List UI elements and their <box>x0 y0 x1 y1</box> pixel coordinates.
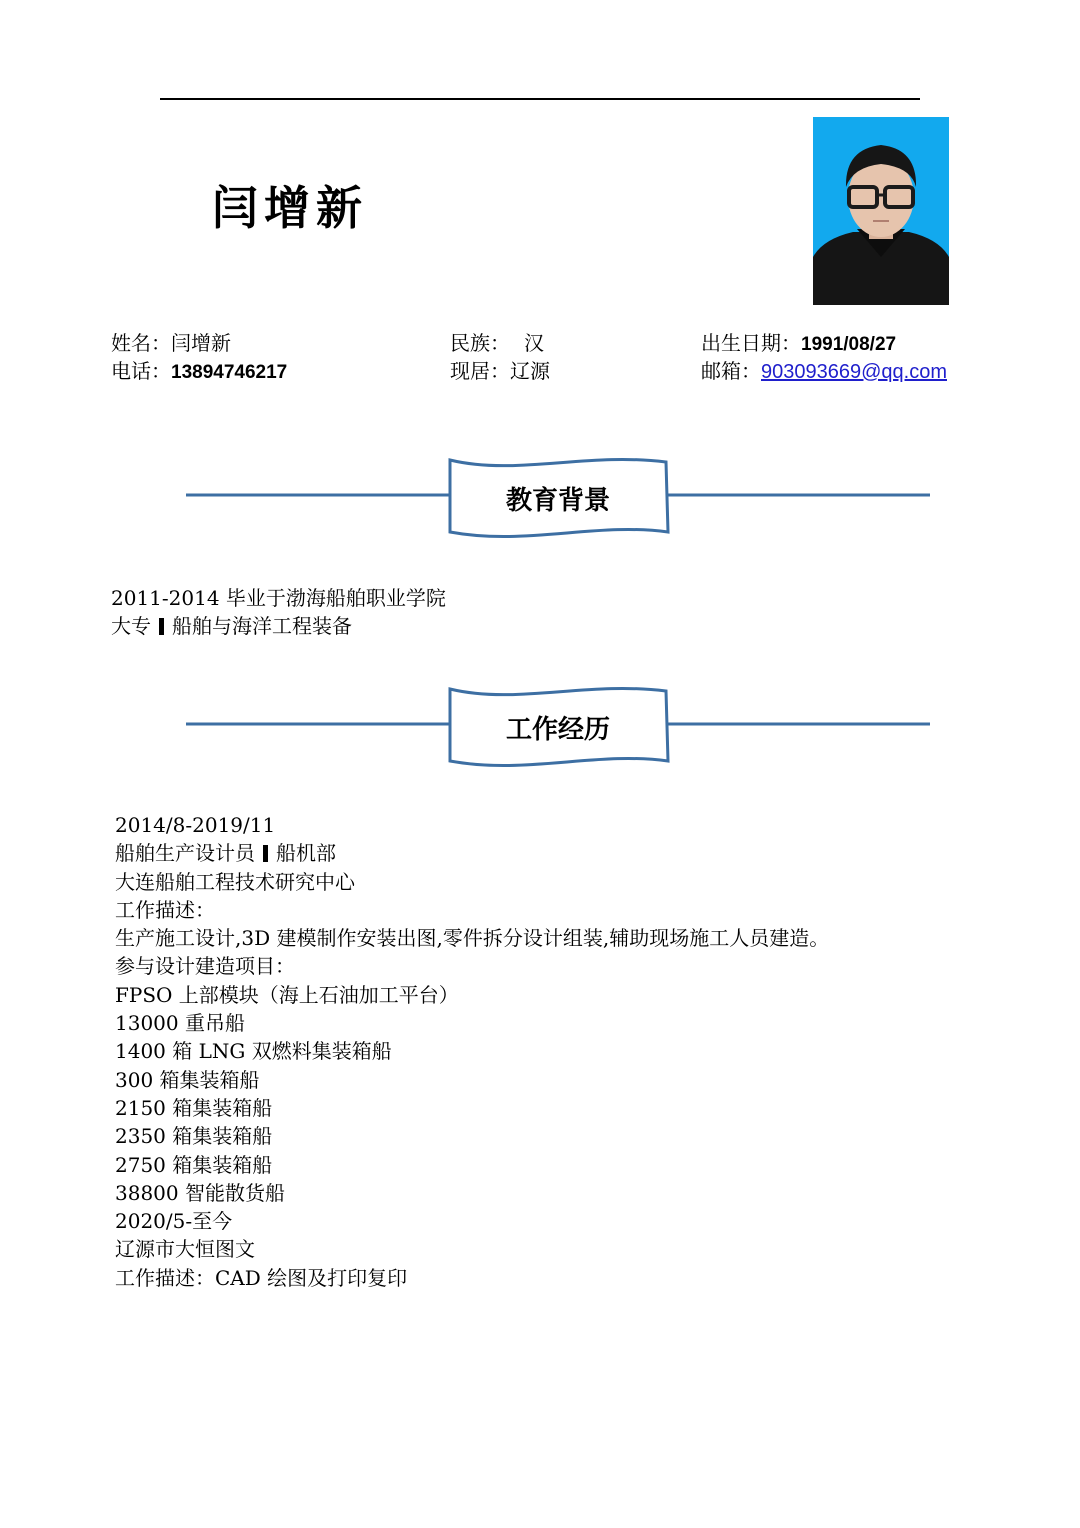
work-heading: 工作经历 <box>505 715 610 745</box>
company-2: 辽源市大恒图文 <box>115 1237 255 1262</box>
info-residence <box>450 357 550 385</box>
project-item: 13000 重吊船 <box>115 1011 245 1036</box>
profile-photo <box>813 117 949 305</box>
desc-1: 生产施工设计,3D 建模制作安装出图,零件拆分设计组装,辅助现场施工人员建造。 <box>115 926 830 951</box>
work-period-1: 2014/8-2019/11 <box>115 813 276 837</box>
company-1: 大连船舶工程技术研究中心 <box>115 869 355 894</box>
separator-bar <box>159 618 164 635</box>
info-name <box>111 329 231 357</box>
education-section-header <box>186 454 930 544</box>
name-title: 闫增新 <box>212 181 368 235</box>
email-label: 邮箱： <box>701 359 761 383</box>
degree: 大专 <box>111 614 151 639</box>
residence-value: 辽源 <box>510 359 550 383</box>
name-label: 姓名： <box>111 331 171 355</box>
work-body <box>115 811 829 1292</box>
project-item: 300 箱集装箱船 <box>115 1067 260 1092</box>
separator-bar <box>263 845 268 862</box>
email-link[interactable]: 903093669@qq.com <box>761 361 947 383</box>
info-ethnicity <box>450 329 544 357</box>
education-line: 2011-2014 毕业于渤海船舶职业学院 <box>111 586 446 610</box>
info-email <box>701 357 947 386</box>
job-title: 船舶生产设计员 <box>115 841 255 866</box>
education-degree-line <box>111 612 446 640</box>
education-heading: 教育背景 <box>505 486 610 516</box>
work-period-2: 2020/5-至今 <box>115 1209 233 1234</box>
project-item: 2350 箱集装箱船 <box>115 1124 273 1149</box>
desc-label: 工作描述： <box>115 897 215 922</box>
project-item: FPSO 上部模块（海上石油加工平台） <box>115 982 459 1007</box>
department: 船机部 <box>276 841 336 866</box>
ethnicity-label: 民族： <box>450 331 510 355</box>
project-item: 1400 箱 LNG 双燃料集装箱船 <box>115 1039 392 1064</box>
phone-label: 电话： <box>111 359 171 383</box>
birth-value: 1991/08/27 <box>801 334 897 355</box>
info-birth <box>701 329 896 359</box>
desc-2: 工作描述：CAD 绘图及打印复印 <box>115 1265 408 1290</box>
work-section-header <box>186 683 930 773</box>
residence-label: 现居： <box>450 359 510 383</box>
project-item: 2750 箱集装箱船 <box>115 1152 273 1177</box>
major: 船舶与海洋工程装备 <box>172 614 352 639</box>
project-item: 38800 智能散货船 <box>115 1180 285 1205</box>
work-title-line <box>115 839 829 867</box>
projects-label: 参与设计建造项目： <box>115 954 295 979</box>
info-phone <box>111 357 287 387</box>
birth-label: 出生日期： <box>701 331 801 355</box>
top-rule <box>160 98 920 100</box>
name-value: 闫增新 <box>171 331 231 355</box>
education-body <box>111 584 446 641</box>
ethnicity-value: 汉 <box>524 331 544 355</box>
project-item: 2150 箱集装箱船 <box>115 1095 273 1120</box>
phone-value: 13894746217 <box>171 362 288 383</box>
